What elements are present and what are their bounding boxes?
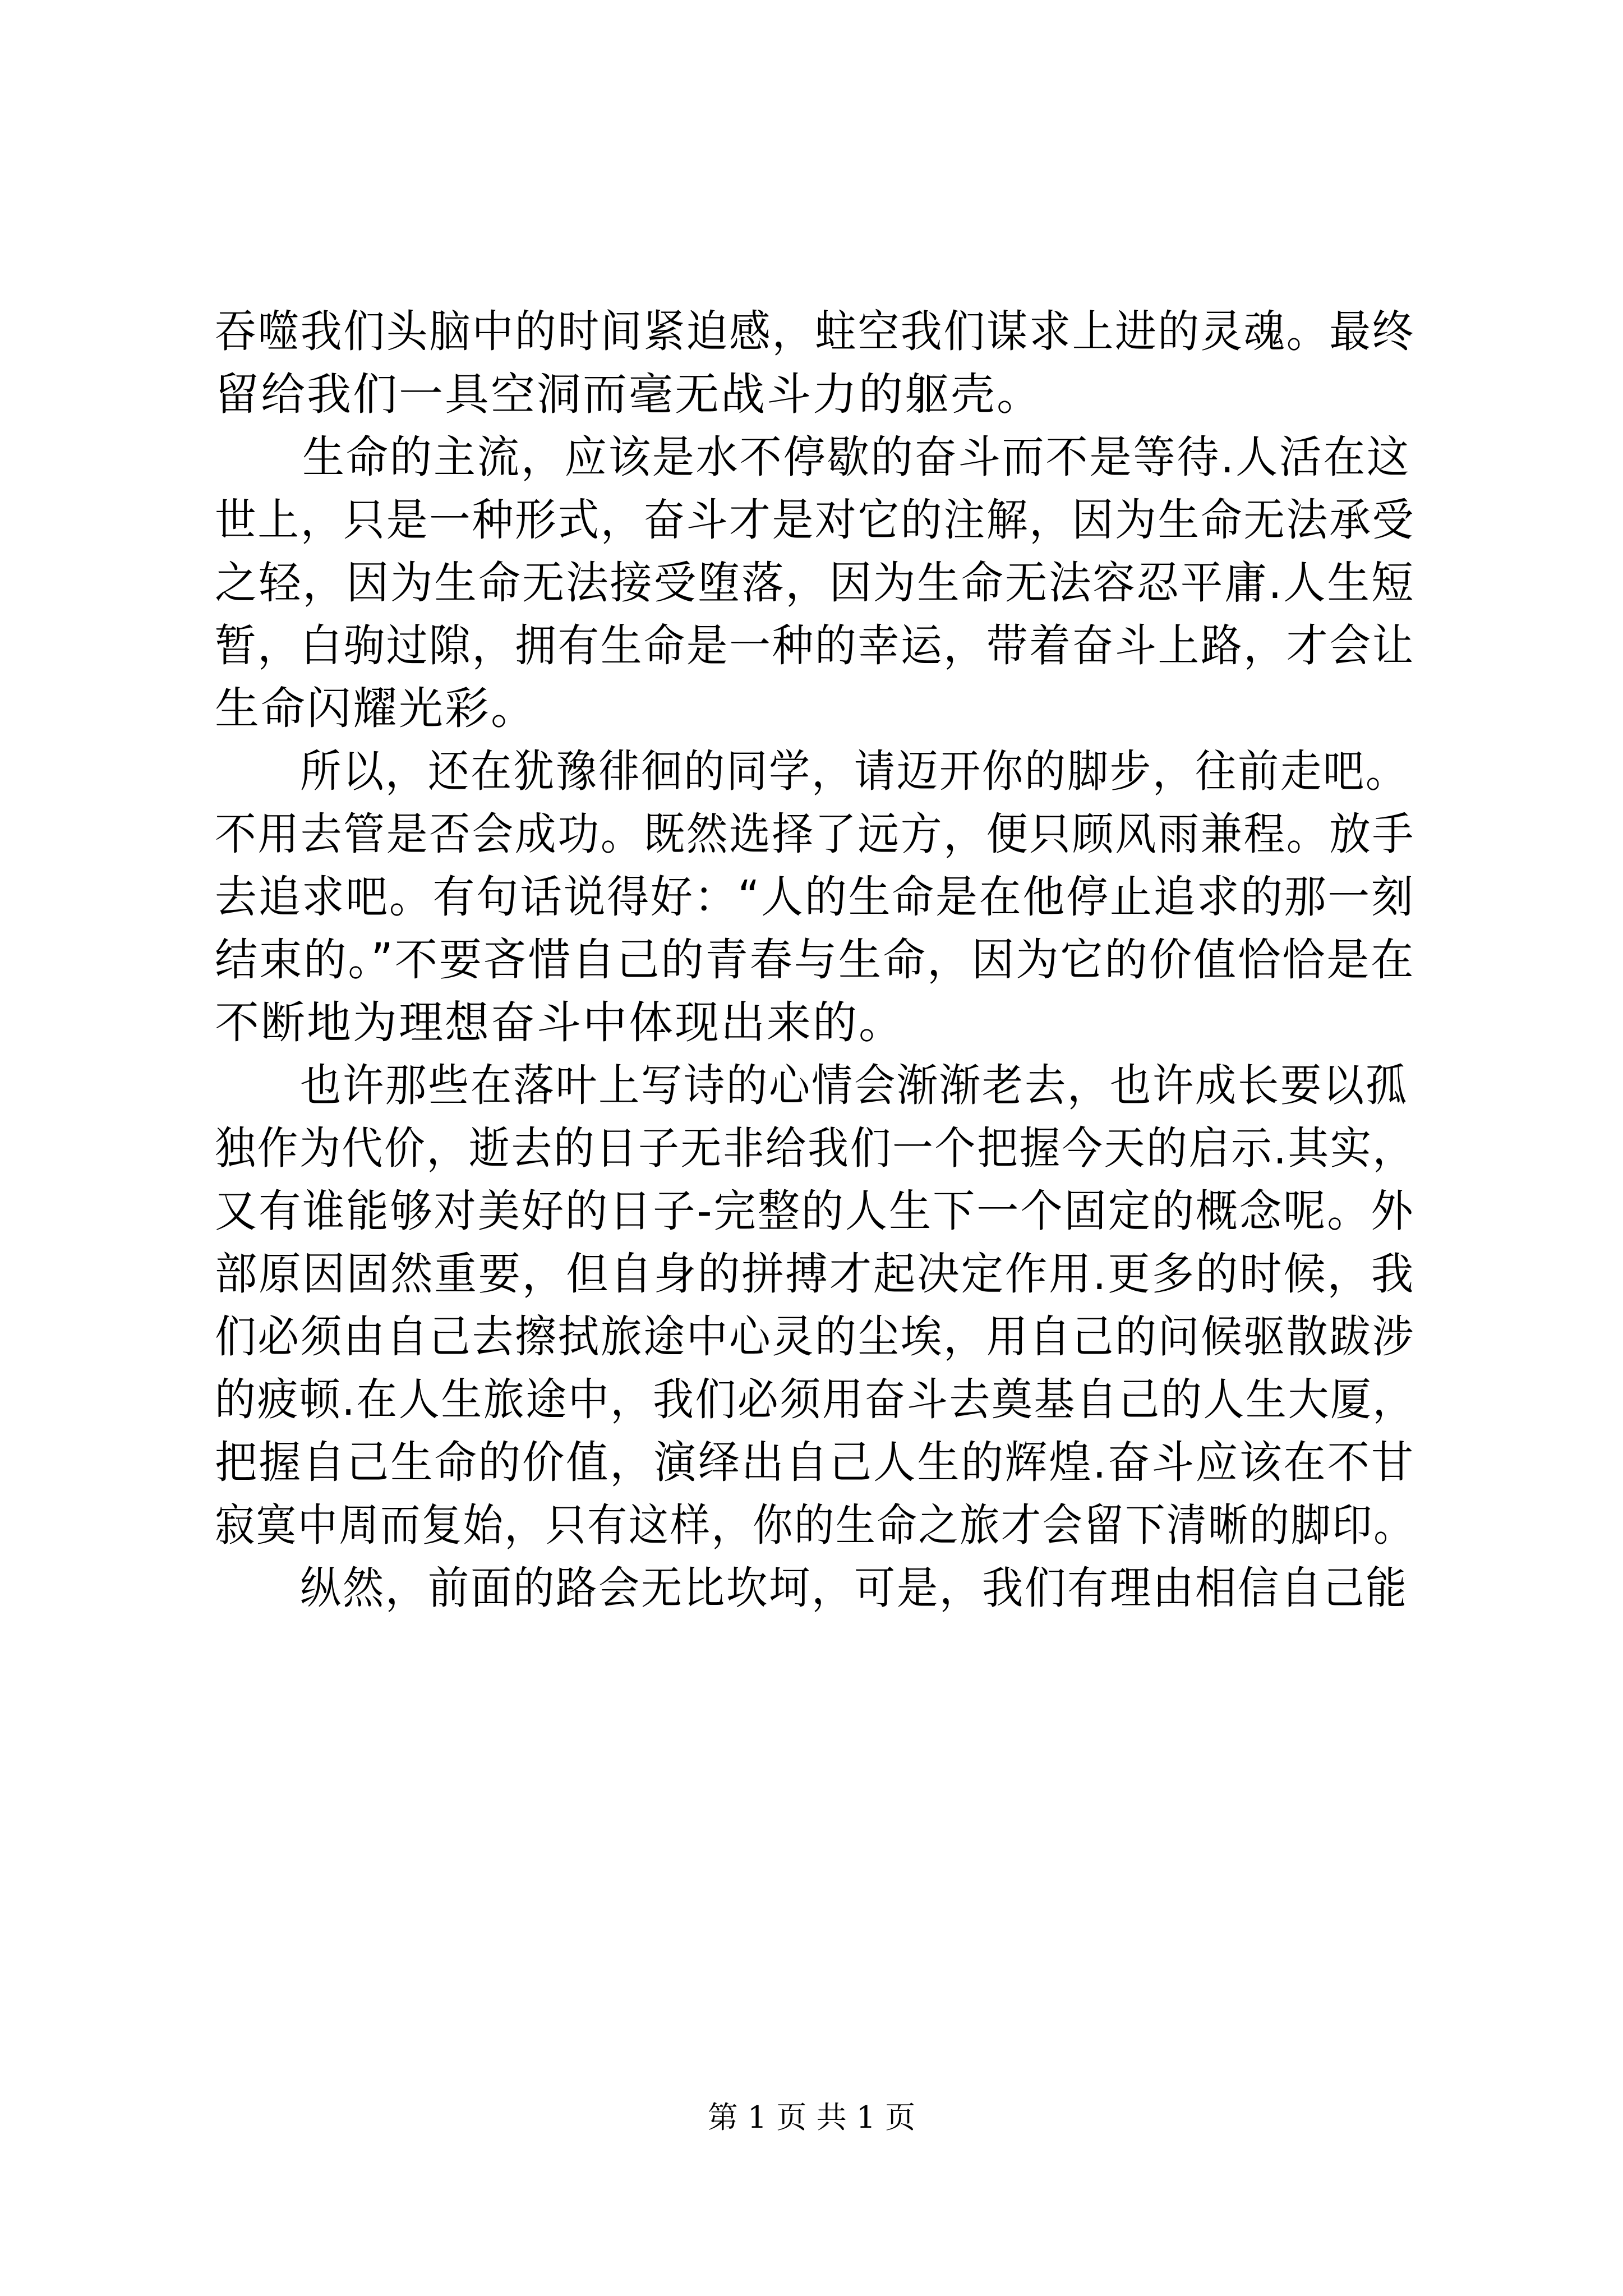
text-line: 留给我们一具空洞而毫无战斗力的躯壳。: [215, 369, 1043, 420]
text-line: 纵然，前面的路会无比坎坷，可是，我们有理由相信自己能: [299, 1562, 1408, 1614]
document-body: [215, 300, 1415, 1619]
text-line: 不断地为理想奋斗中体现出来的。: [215, 997, 905, 1048]
text-line: 生命的主流，应该是水不停歇的奋斗而不是等待.人活在这: [302, 431, 1411, 483]
text-line: 生命闪耀光彩。: [215, 683, 537, 734]
text-line: 又有谁能够对美好的日子-完整的人生下一个固定的概念呢。外: [215, 1185, 1415, 1237]
text-line: 所以，还在犹豫徘徊的同学，请迈开你的脚步，往前走吧。: [299, 746, 1408, 797]
text-line: 也许那些在落叶上写诗的心情会渐渐老去，也许成长要以孤: [299, 1060, 1408, 1111]
text-line: 世上，只是一种形式，奋斗才是对它的注解，因为生命无法承受: [215, 494, 1415, 546]
text-line: 去追求吧。有句话说得好：“人的生命是在他停止追求的那一刻: [215, 871, 1415, 923]
text-line: 部原因固然重要，但自身的拼搏才起决定作用.更多的时候，我: [215, 1248, 1415, 1300]
text-line: 把握自己生命的价值，演绎出自己人生的辉煌.奋斗应该在不甘: [215, 1437, 1415, 1488]
text-line: 们必须由自己去擦拭旅途中心灵的尘埃，用自己的问候驱散跋涉: [215, 1311, 1415, 1363]
text-line: 结束的。”不要吝惜自己的青春与生命，因为它的价值恰恰是在: [215, 934, 1415, 986]
text-line: 的疲顿.在人生旅途中，我们必须用奋斗去奠基自己的人生大厦，: [215, 1374, 1415, 1425]
text-line: 之轻，因为生命无法接受堕落，因为生命无法容忍平庸.人生短: [215, 557, 1415, 609]
text-line: 不用去管是否会成功。既然选择了远方，便只顾风雨兼程。放手: [215, 808, 1415, 860]
text-line: 寂寞中周而复始，只有这样，你的生命之旅才会留下清晰的脚印。: [215, 1499, 1415, 1551]
text-line: 独作为代价，逝去的日子无非给我们一个把握今天的启示.其实，: [215, 1122, 1415, 1174]
page-footer: 第 1 页 共 1 页: [707, 2100, 916, 2135]
text-line: 暂，白驹过隙，拥有生命是一种的幸运，带着奋斗上路，才会让: [215, 620, 1415, 671]
text-line: 吞噬我们头脑中的时间紧迫感，蛀空我们谋求上进的灵魂。最终: [215, 306, 1415, 357]
